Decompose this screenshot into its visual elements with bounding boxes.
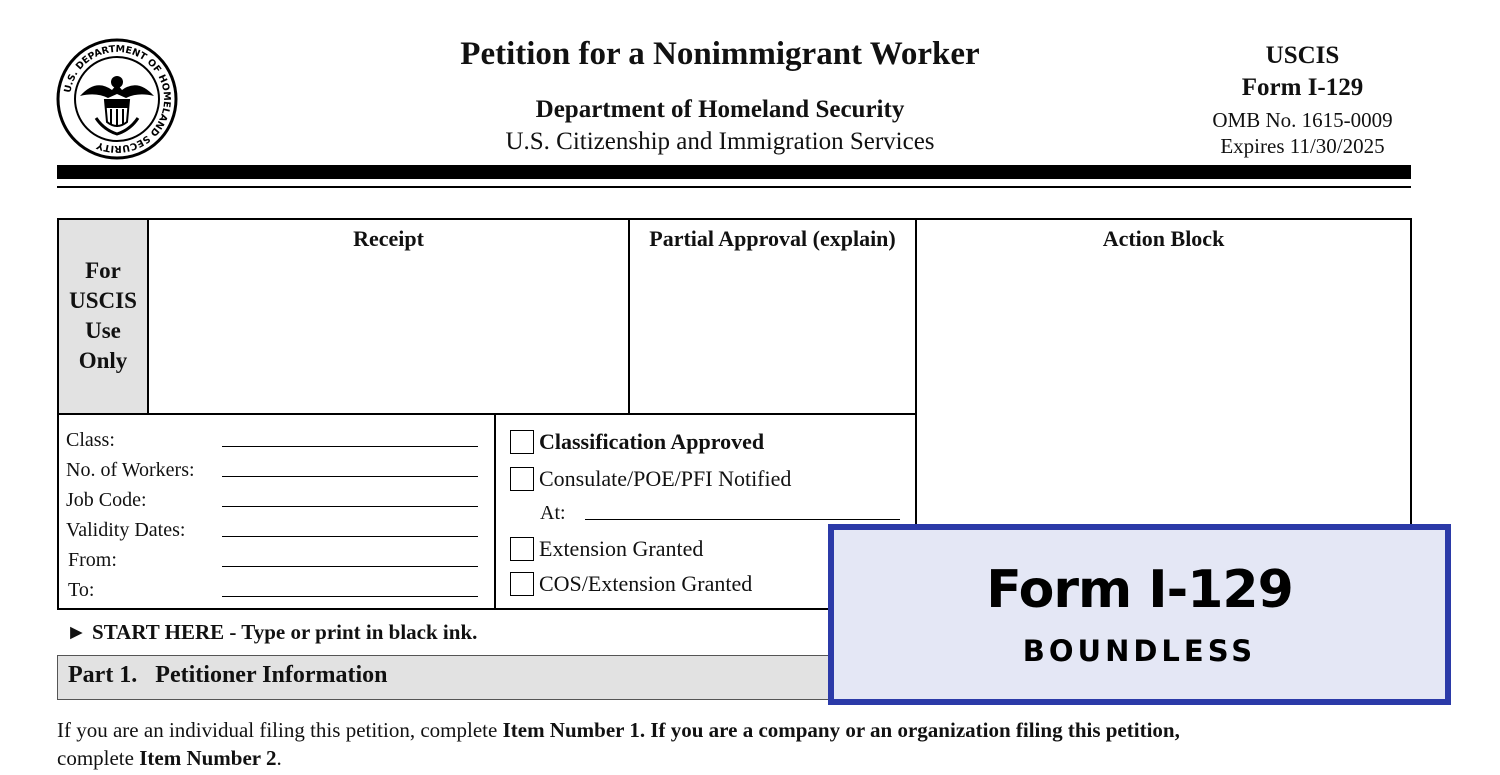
at-label: At: xyxy=(540,502,566,524)
header-divider-thin xyxy=(57,186,1411,188)
seal-text: U.S. DEPARTMENT OF HOMELAND SECURITY xyxy=(62,43,173,155)
classification-approved-label: Classification Approved xyxy=(539,429,765,454)
lower-section-divider xyxy=(59,413,917,415)
expiration-date: Expires 11/30/2025 xyxy=(1220,134,1385,158)
banner-brand: BOUNDLESS xyxy=(1022,634,1257,668)
dhs-seal-icon xyxy=(56,38,178,160)
part1-title: Part 1. Petitioner Information xyxy=(68,662,388,688)
cos-extension-checkbox[interactable] xyxy=(510,572,534,596)
omb-number: OMB No. 1615-0009 xyxy=(1212,108,1393,132)
from-label: From: xyxy=(68,549,117,571)
fields-divider xyxy=(494,413,496,608)
receipt-header: Receipt xyxy=(353,226,424,251)
start-here-instruction: ► START HERE - Type or print in black ink. xyxy=(66,620,478,644)
validity-dates-label: Validity Dates: xyxy=(66,519,186,541)
class-label: Class: xyxy=(66,429,115,451)
instructions-paragraph: If you are an individual filing this petition, complete Item Number 1. If you are a company or an organization filing this petition, complete Item Number 2. xyxy=(57,718,1180,770)
consulate-notified-checkbox[interactable] xyxy=(510,467,534,491)
to-field[interactable] xyxy=(222,596,478,597)
partial-approval-header: Partial Approval (explain) xyxy=(649,226,896,251)
consulate-notified-label: Consulate/POE/PFI Notified xyxy=(539,466,792,491)
agency-name: U.S. Citizenship and Immigration Services xyxy=(505,128,935,155)
department-name: Department of Homeland Security xyxy=(535,96,905,123)
use-only-label: For USCIS Use Only xyxy=(69,258,137,373)
workers-field[interactable] xyxy=(222,476,478,477)
from-field[interactable] xyxy=(222,566,478,567)
extension-granted-checkbox[interactable] xyxy=(510,537,534,561)
form-title: Petition for a Nonimmigrant Worker xyxy=(460,36,980,72)
classification-approved-checkbox[interactable] xyxy=(510,430,534,454)
form-number: Form I-129 xyxy=(1241,74,1364,101)
workers-label: No. of Workers: xyxy=(66,459,195,481)
validity-dates-field[interactable] xyxy=(222,536,478,537)
job-code-label: Job Code: xyxy=(66,489,147,511)
class-field[interactable] xyxy=(222,446,478,447)
cos-extension-label: COS/Extension Granted xyxy=(539,571,753,596)
header-divider-thick xyxy=(57,165,1411,179)
uscis-label: USCIS xyxy=(1265,42,1340,69)
at-field[interactable] xyxy=(585,519,900,520)
banner-title: Form I-129 xyxy=(986,560,1293,620)
action-block-header: Action Block xyxy=(1102,226,1225,251)
job-code-field[interactable] xyxy=(222,506,478,507)
extension-granted-label: Extension Granted xyxy=(539,536,704,561)
to-label: To: xyxy=(68,579,95,601)
